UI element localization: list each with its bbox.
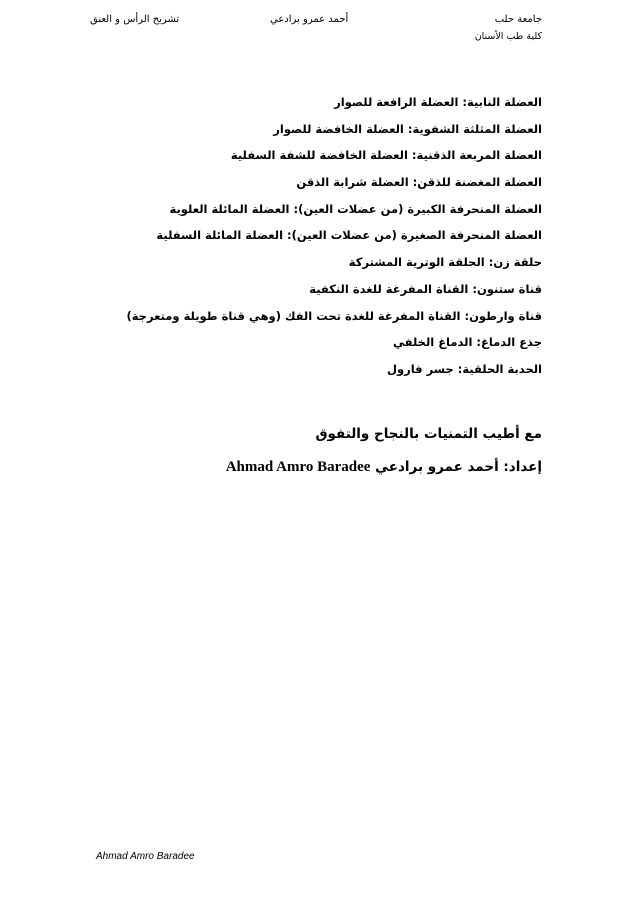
footer-author: Ahmad Amro Baradee [96, 851, 195, 862]
terms-list [82, 89, 542, 383]
term-line: قناة وارطون: القناة المفرغة للغدة تحت الفك (وهي قناة طويلة ومتعرجة) [126, 308, 542, 323]
term-line: العضلة النابية: العضلة الرافعة للصوار [334, 95, 542, 109]
term-line: العضلة المنحرفة الصغيرة (من عضلات العين): العضلة المائلة السفلية [156, 228, 542, 243]
term-line: العضلة المربعة الذقنية: العضلة الخافضة للشفة السفلية [230, 148, 542, 163]
header-faculty: كلية طب الأسنان [474, 31, 542, 42]
header-university: جامعة حلب [494, 14, 542, 25]
header-subject: تشريح الرأس و العنق [90, 14, 180, 25]
term-line: جذع الدماغ: الدماغ الخلفي [393, 335, 542, 350]
term-line: العضلة المثلثة الشفوية: العضلة الخافضة للصوار [273, 121, 542, 136]
term-line: العضلة المغضنة للذقن: العضلة شرابة الذقن [296, 175, 542, 190]
term-line: الحدبة الحلقية: جسر فارول [386, 361, 542, 376]
header-author: أحمد عمرو برادعي [270, 14, 349, 25]
prepared-by [226, 459, 542, 476]
term-line: العضلة المنحرفة الكبيرة (من عضلات العين): العضلة المائلة العلوية [169, 201, 542, 216]
term-line: حلقة زن: الحلقة الوترية المشتركة [348, 255, 542, 270]
closing-wish: مع أطيب التمنيات بالنجاح والتفوق [315, 426, 542, 442]
term-line: قناة ستنون: القناة المفرغة للغدة النكفية [309, 281, 542, 296]
prepared-by-latin-name: Ahmad Amro Baradee [225, 459, 371, 475]
prepared-by-label: إعداد: أحمد عمرو برادعي [375, 459, 542, 475]
